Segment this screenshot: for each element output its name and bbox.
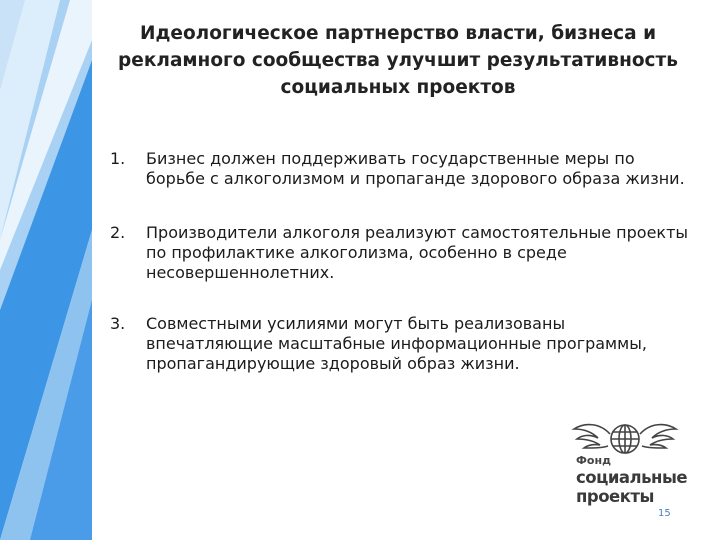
- logo-text-line1: социальные: [576, 468, 688, 487]
- list-item: [110, 314, 700, 374]
- foundation-logo: [570, 418, 688, 516]
- title-line: Идеологическое партнерство власти, бизнеса и: [139, 23, 657, 44]
- decorative-sidebar: [0, 0, 92, 540]
- item-text-line: пропагандирующие здоровый образ жизни.: [146, 354, 520, 373]
- title-line: рекламного сообщества улучшит результативность: [118, 50, 678, 71]
- page-number: 15: [658, 508, 671, 519]
- item-text-line: борьбе с алкоголизмом и пропаганде здорового образа жизни.: [146, 169, 685, 188]
- item-text-line: впечатляющие масштабные информационные программы,: [146, 334, 647, 353]
- title-line: социальных проектов: [280, 77, 516, 98]
- item-number: 1.: [110, 149, 126, 168]
- item-number: 2.: [110, 223, 126, 242]
- item-number: 3.: [110, 314, 126, 333]
- item-text-line: по профилактике алкоголизма, особенно в среде: [146, 243, 567, 262]
- numbered-list: [110, 149, 700, 374]
- item-text-line: Бизнес должен поддерживать государственные меры по: [146, 149, 635, 168]
- slide-title: [110, 20, 686, 101]
- logo-text-line2: проекты: [576, 487, 654, 506]
- list-item: [110, 223, 700, 283]
- item-text: [146, 223, 688, 283]
- list-item: [110, 149, 700, 189]
- item-text-line: Производители алкоголя реализуют самостоятельные проекты: [146, 223, 689, 242]
- item-text-line: несовершеннолетних.: [146, 263, 335, 282]
- logo-text-fond: Фонд: [576, 454, 611, 467]
- item-text-line: Совместными усилиями могут быть реализованы: [146, 314, 566, 333]
- item-text: [146, 149, 685, 189]
- item-text: [146, 314, 647, 374]
